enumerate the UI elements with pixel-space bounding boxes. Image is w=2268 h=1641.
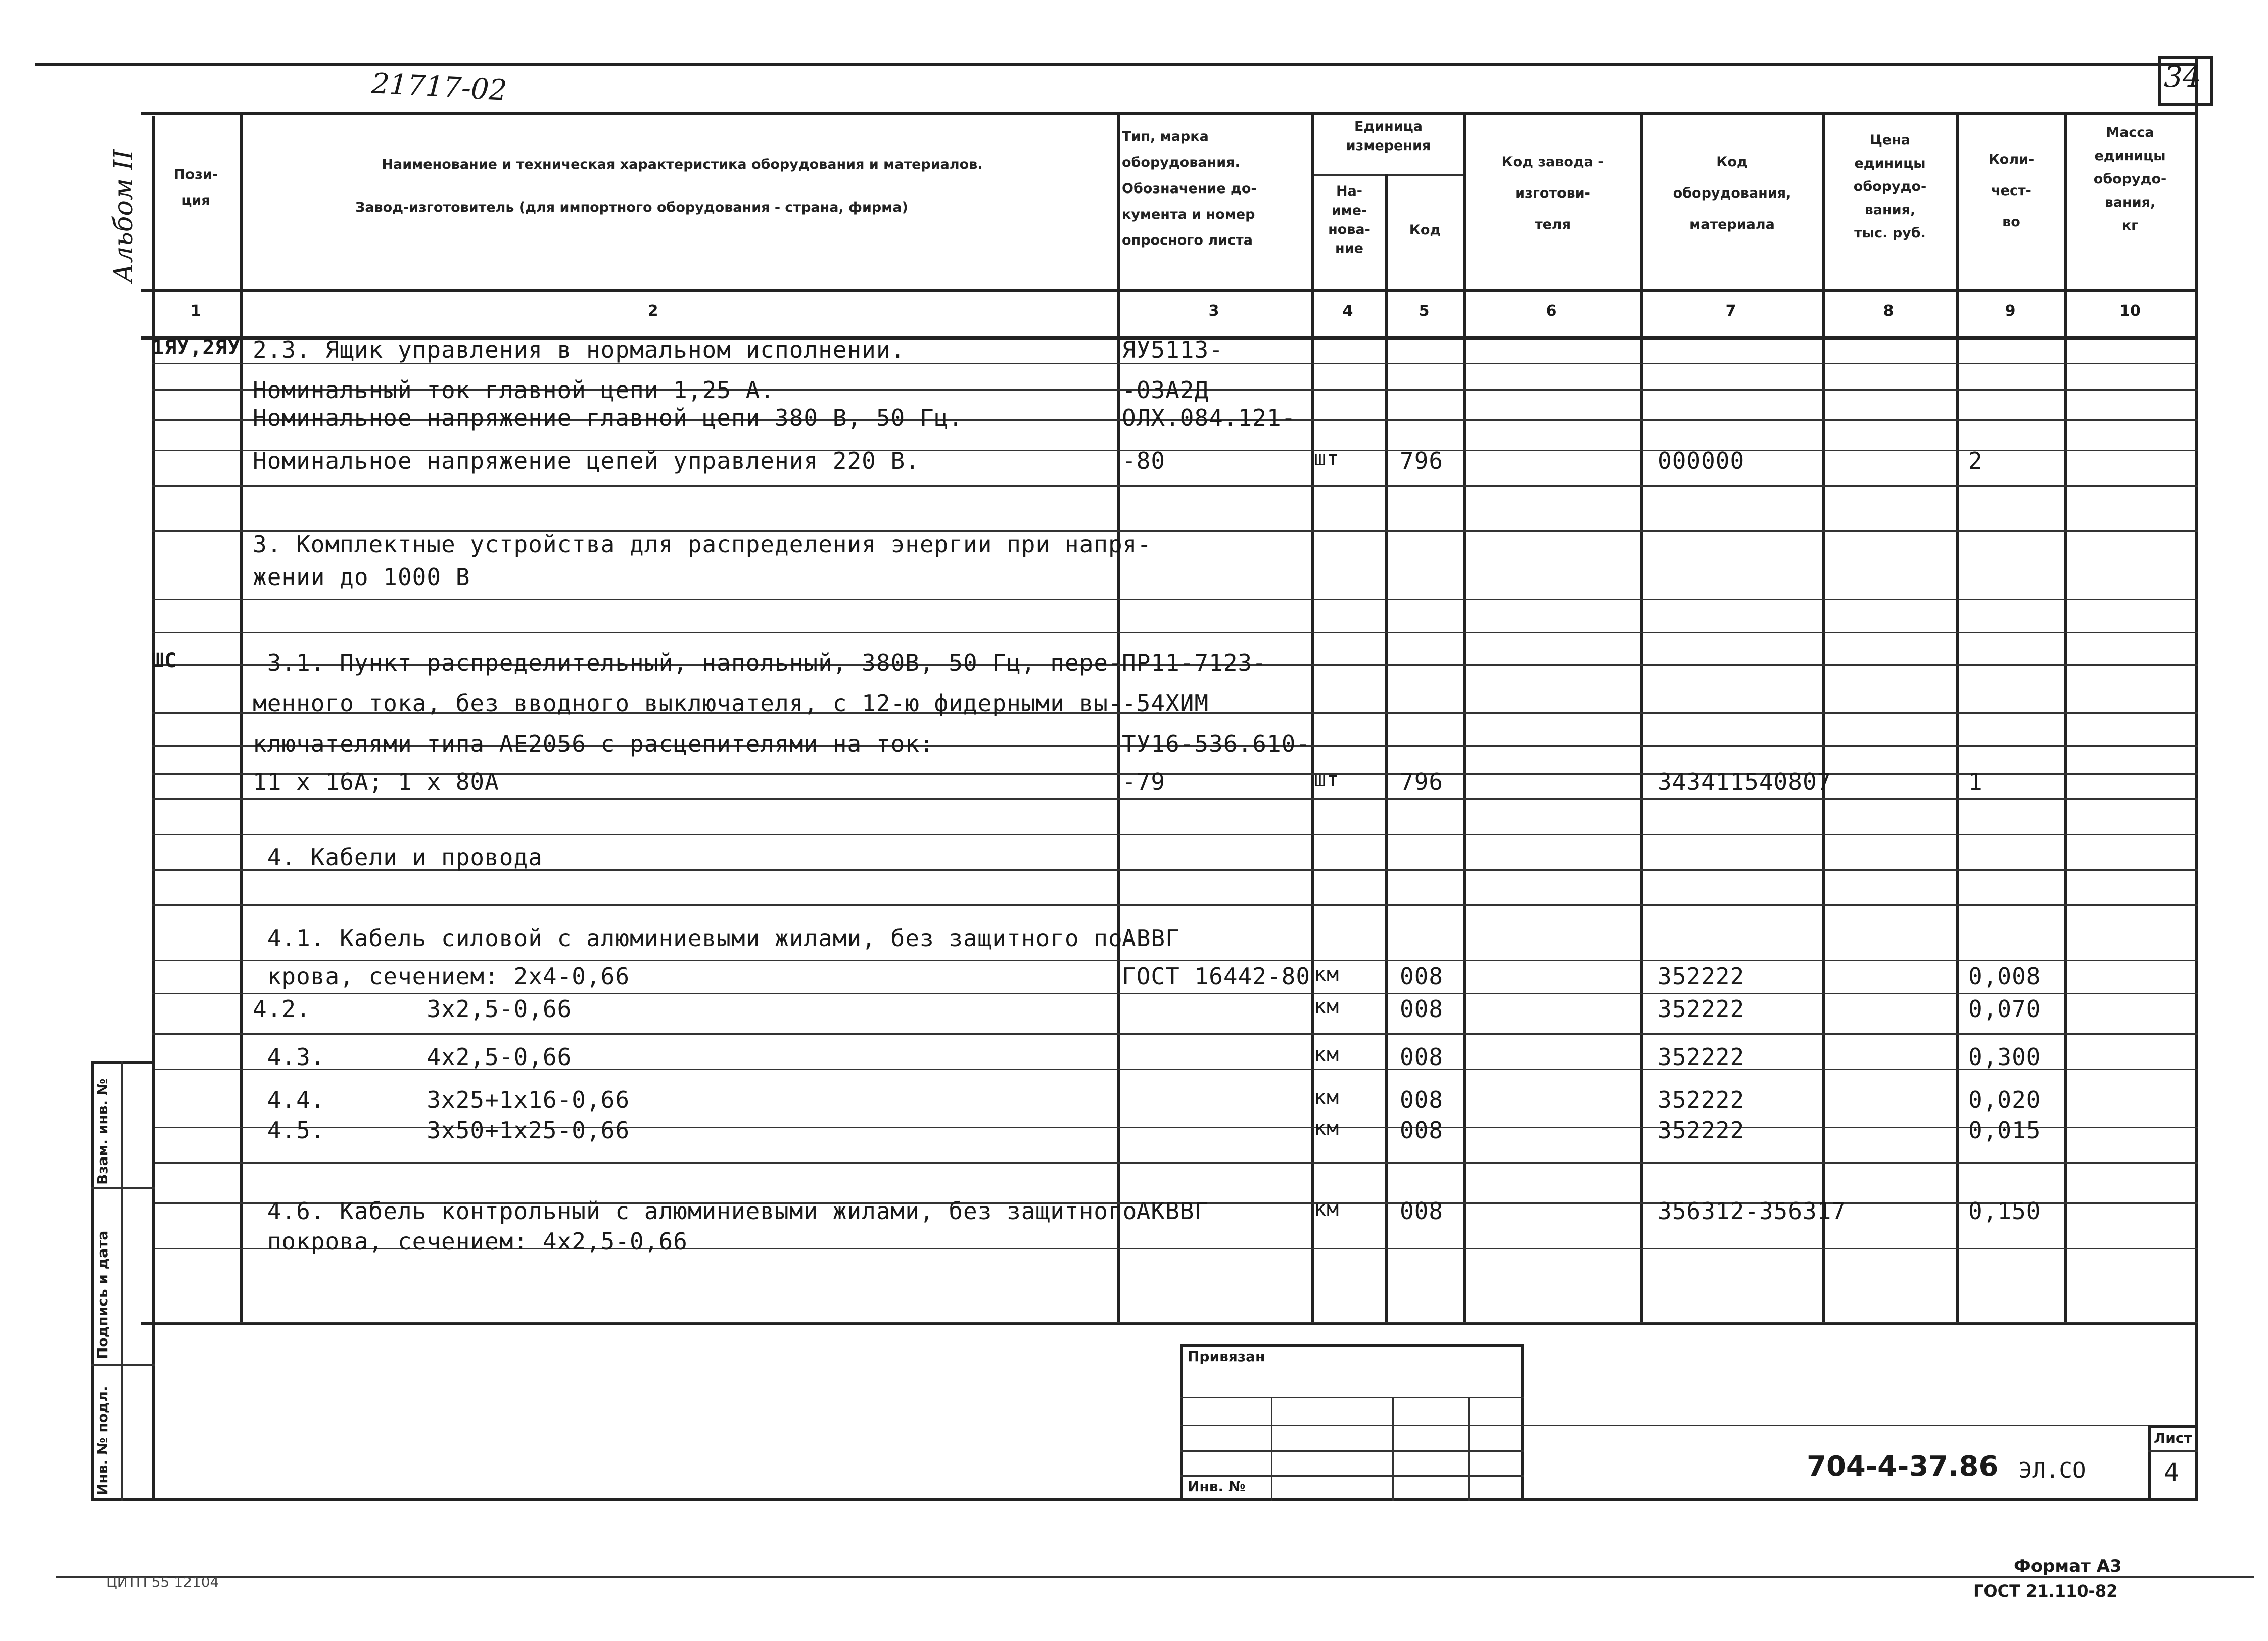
cell-unit: км [1314, 962, 1340, 986]
colnum-8: 8 [1883, 302, 1894, 320]
cell-quantity: 0,008 [1968, 962, 2041, 990]
cell-material-code: 352222 [1658, 995, 1745, 1023]
header-position: Пози- ция [174, 167, 218, 209]
cell-name: 4.2. 3x2,5-0,66 [253, 995, 572, 1023]
cell-unit-code: 008 [1400, 995, 1444, 1023]
col-line-6 [1640, 112, 1643, 1325]
cell-type: -03А2Д [1122, 376, 1209, 404]
document-suffix: ЭЛ.СО [2019, 1458, 2086, 1483]
sheet-label: Лист [2154, 1430, 2192, 1446]
cell-material-code: 352222 [1658, 1043, 1745, 1071]
row-separator [152, 960, 2198, 961]
header-material-code: Код оборудования, материала [1673, 154, 1791, 233]
cell-material-code: 352222 [1658, 1086, 1745, 1114]
row-separator [152, 485, 2198, 487]
cell-name: 4.3. 4x2,5-0,66 [253, 1043, 572, 1071]
cell-unit-code: 008 [1400, 1197, 1444, 1225]
cell-unit-code: 008 [1400, 962, 1444, 990]
cell-name: ключателями типа АЕ2056 с расцепителями на ток: [253, 730, 934, 757]
cell-name: 3.1. Пункт распределительный, напольный, 380В, 50 Гц, пере- [253, 649, 1123, 677]
col-line-7 [1822, 112, 1825, 1325]
cell-type: АВВГ [1122, 925, 1180, 952]
header-unit-code: Код [1409, 222, 1441, 238]
header-mass: Масса единицы оборудо- вания, кг [2093, 125, 2167, 233]
stamp-line-3 [1180, 1450, 1524, 1452]
col-line-4 [1385, 174, 1388, 1325]
handwritten-code: 21717-02 [370, 67, 508, 107]
cell-name: 3. Комплектные устройства для распределения энергии при напря- [253, 530, 1152, 558]
cell-type: АКВВГ [1122, 1197, 1209, 1225]
cell-type: ПР11-7123- [1122, 649, 1267, 677]
stamp-line-1 [1180, 1397, 1524, 1398]
cell-quantity: 0,070 [1968, 995, 2041, 1023]
album-label: Альбом II [109, 149, 139, 283]
colnum-10: 10 [2119, 302, 2141, 320]
cell-name: покрова, сечением: 4x2,5-0,66 [253, 1228, 688, 1255]
side-label-vzam: Взам. инв. № [94, 1078, 111, 1185]
colnum-6: 6 [1546, 302, 1557, 320]
stamp-inv-label: Инв. № [1188, 1478, 1246, 1495]
cell-name: 4.5. 3x50+1x25-0,66 [253, 1117, 630, 1144]
cell-unit: км [1314, 1086, 1340, 1109]
titleblock-top [1524, 1425, 2198, 1426]
row-separator [152, 834, 2198, 835]
header-type: Тип, марка оборудования. Обозначение до- кумента и номер опросного листа [1122, 129, 1257, 249]
side-stamp-line-2 [91, 1364, 155, 1366]
cell-quantity: 0,300 [1968, 1043, 2041, 1071]
cell-position: ШС [152, 649, 177, 672]
row-separator [152, 993, 2198, 994]
cell-type: ГОСТ 16442-80 [1122, 962, 1311, 990]
cell-unit-code: 008 [1400, 1043, 1444, 1071]
row-separator [152, 1322, 2198, 1323]
cell-unit: км [1314, 1117, 1340, 1140]
sheet-number: 4 [2164, 1458, 2180, 1487]
format-label: Формат А3 [2014, 1556, 2122, 1576]
colnum-7: 7 [1725, 302, 1736, 320]
cell-type: ТУ16-536.610- [1122, 730, 1311, 757]
cell-quantity: 0,020 [1968, 1086, 2041, 1114]
cell-unit-code: 008 [1400, 1117, 1444, 1144]
colnum-4: 4 [1342, 302, 1353, 320]
cell-unit: шт [1314, 447, 1340, 470]
header-manufacturer-code: Код завода - изготови- теля [1501, 154, 1604, 233]
col-line-9 [2064, 112, 2067, 1325]
cell-unit: км [1314, 1043, 1340, 1067]
colnum-9: 9 [2005, 302, 2016, 320]
row-separator [152, 599, 2198, 600]
cell-name: жении до 1000 В [253, 563, 470, 591]
frame-bottom [91, 1498, 2198, 1501]
header-name-line2: Завод-изготовитель (для импортного оборудования - страна, фирма) [355, 200, 908, 215]
cell-material-code: 356312-356317 [1658, 1197, 1847, 1225]
cell-name: 4.1. Кабель силовой с алюминиевыми жилами, без защитного по- [253, 925, 1138, 952]
header-unit-name: На- име- нова- ние [1328, 183, 1371, 257]
sheet-page-number: 34 [2164, 60, 2201, 94]
bottom-left-code: ЦИТП 55 12104 [106, 1574, 219, 1590]
cell-unit-code: 796 [1400, 447, 1444, 474]
frame-top [35, 63, 2198, 66]
cell-name: Номинальное напряжение главной цепи 380 В, 50 Гц. [253, 404, 964, 431]
cell-name: Номинальный ток главной цепи 1,25 А. [253, 376, 775, 404]
cell-unit: км [1314, 995, 1340, 1019]
side-label-inv: Инв. № подл. [94, 1386, 111, 1495]
header-price: Цена единицы оборудо- вания, тыс. руб. [1853, 132, 1927, 241]
row-separator [152, 798, 2198, 800]
page-bottom-line [56, 1576, 2254, 1578]
side-stamp-line-1 [91, 1187, 155, 1189]
col-line-5 [1463, 112, 1466, 1325]
row-separator [152, 1033, 2198, 1035]
col-line-3 [1311, 112, 1314, 1325]
col-line-2 [1117, 112, 1120, 1325]
cell-material-code: 352222 [1658, 1117, 1745, 1144]
stamp-vline-3 [1468, 1397, 1470, 1501]
cell-type: ОЛХ.084.121- [1122, 404, 1296, 431]
stamp-vline-2 [1392, 1397, 1394, 1501]
col-line-1 [240, 112, 243, 1325]
colnum-2: 2 [647, 302, 658, 320]
stamp-vline-1 [1271, 1397, 1272, 1501]
colnum-1: 1 [190, 302, 201, 320]
cell-type: ЯУ5113- [1122, 336, 1223, 363]
cell-unit-code: 008 [1400, 1086, 1444, 1114]
colnum-3: 3 [1208, 302, 1219, 320]
colnum-5: 5 [1419, 302, 1430, 320]
cell-unit-code: 796 [1400, 768, 1444, 795]
frame-right [2195, 56, 2198, 1501]
cell-quantity: 0,015 [1968, 1117, 2041, 1144]
header-quantity: Коли- чест- во [1988, 152, 2035, 230]
cell-material-code: 343411540807 [1658, 768, 1832, 795]
side-stamp-divider [121, 1061, 123, 1501]
cell-quantity: 0,150 [1968, 1197, 2041, 1225]
sheet-number-divider [2148, 1450, 2198, 1452]
header-top-line [141, 112, 2198, 115]
cell-name: 4.6. Кабель контрольный с алюминиевыми жилами, без защитного [253, 1197, 1138, 1225]
cell-name: менного тока, без вводного выключателя, с 12-ю фидерными вы- [253, 690, 1123, 717]
side-label-podpis: Подпись и дата [94, 1230, 111, 1359]
cell-unit: шт [1314, 768, 1340, 791]
binding-stamp [1180, 1344, 1524, 1501]
cell-quantity: 2 [1968, 447, 1983, 474]
cell-name: 11 x 16А; 1 x 80А [253, 768, 499, 795]
cell-name: Номинальное напряжение цепей управления 220 В. [253, 447, 920, 474]
cell-unit: км [1314, 1197, 1340, 1221]
cell-position: 1ЯУ,2ЯУ [152, 336, 241, 359]
header-unit: Единица измерения [1346, 119, 1431, 154]
header-name-line1: Наименование и техническая характеристика оборудования и материалов. [382, 157, 983, 172]
gost-label: ГОСТ 21.110-82 [1973, 1581, 2118, 1601]
cell-name: 4.4. 3x25+1x16-0,66 [253, 1086, 630, 1114]
cell-name: крова, сечением: 2x4-0,66 [253, 962, 630, 990]
cell-name: 2.3. Ящик управления в нормальном исполнении. [253, 336, 906, 363]
cell-name: 4. Кабели и провода [253, 844, 543, 871]
cell-type: -54ХИМ [1122, 690, 1209, 717]
document-code: 704-4-37.86 [1807, 1450, 1999, 1483]
row-separator [152, 1162, 2198, 1164]
header-bottom-line [141, 289, 2198, 292]
stamp-line-2 [1180, 1425, 1524, 1426]
cell-material-code: 000000 [1658, 447, 1745, 474]
binding-stamp-title: Привязан [1188, 1348, 1265, 1365]
row-separator [152, 904, 2198, 906]
col-line-8 [1956, 112, 1959, 1325]
cell-quantity: 1 [1968, 768, 1983, 795]
cell-type: -79 [1122, 768, 1166, 795]
row-separator [152, 632, 2198, 633]
stamp-line-4 [1180, 1475, 1524, 1477]
cell-material-code: 352222 [1658, 962, 1745, 990]
cell-type: -80 [1122, 447, 1166, 474]
